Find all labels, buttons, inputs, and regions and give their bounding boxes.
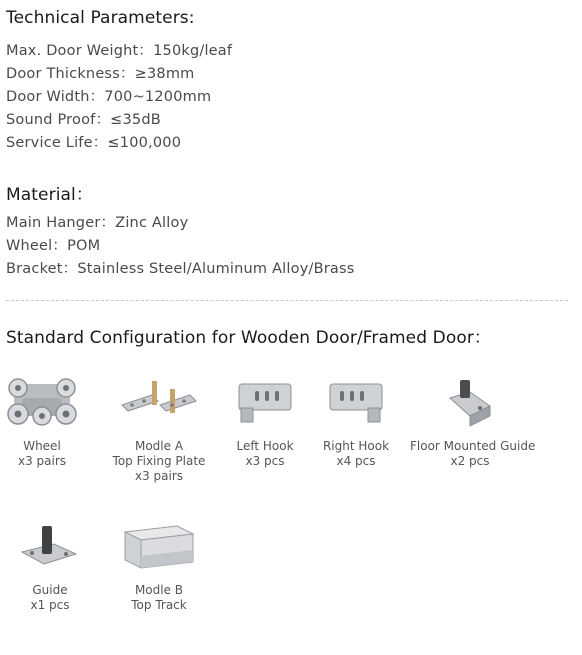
part-top-fixing-plate-name: Modle A: [134, 439, 184, 453]
right-hook-icon: [326, 380, 386, 424]
tech-line-width: Door Width：700~1200mm: [6, 89, 212, 105]
part-wheel-qty: x3 pairs: [17, 454, 67, 468]
wheel-icon: [2, 374, 82, 430]
material-line-bracket: Bracket：Stainless Steel/Aluminum Alloy/Brass: [6, 261, 355, 277]
part-floor-guide-qty: x2 pcs: [450, 454, 490, 468]
part-top-track-name: Modle B: [134, 583, 184, 597]
part-top-fixing-plate: [99, 371, 219, 484]
tech-line-weight: Max. Door Weight：150kg/leaf: [6, 43, 233, 59]
config-heading: Standard Configuration for Wooden Door/Framed Door：: [6, 328, 492, 348]
part-guide-name: Guide: [32, 583, 68, 597]
dashed-divider: [6, 300, 568, 301]
part-left-hook-name: Left Hook: [236, 439, 294, 453]
material-heading: Material：: [6, 185, 93, 205]
tech-line-sound: Sound Proof：≤35dB: [6, 112, 161, 128]
floor-guide-icon: [440, 376, 500, 428]
guide-icon: [18, 522, 82, 570]
top-track-icon: [121, 520, 197, 572]
part-wheel-name: Wheel: [23, 439, 61, 453]
part-guide-qty: x1 pcs: [30, 598, 70, 612]
material-line-wheel: Wheel：POM: [6, 238, 101, 254]
part-floor-guide-name: Floor Mounted Guide: [410, 439, 536, 453]
part-right-hook-name: Right Hook: [322, 439, 390, 453]
part-right-hook-qty: x4 pcs: [336, 454, 376, 468]
part-top-fixing-plate-desc: Top Fixing Plate: [112, 454, 206, 468]
part-left-hook-qty: x3 pcs: [245, 454, 285, 468]
part-top-track: [99, 515, 219, 613]
part-wheel: [0, 371, 102, 469]
part-right-hook: [296, 371, 416, 469]
part-top-track-desc: Top Track: [131, 598, 187, 612]
part-floor-guide: [410, 371, 536, 469]
left-hook-icon: [235, 380, 295, 424]
part-top-fixing-plate-qty: x3 pairs: [134, 469, 184, 483]
tech-line-life: Service Life：≤100,000: [6, 135, 182, 151]
material-line-hanger: Main Hanger：Zinc Alloy: [6, 215, 189, 231]
part-guide: [0, 515, 110, 613]
technical-heading: Technical Parameters:: [6, 8, 195, 28]
tech-line-thickness: Door Thickness：≥38mm: [6, 66, 195, 82]
top-fixing-plate-icon: [118, 377, 200, 427]
